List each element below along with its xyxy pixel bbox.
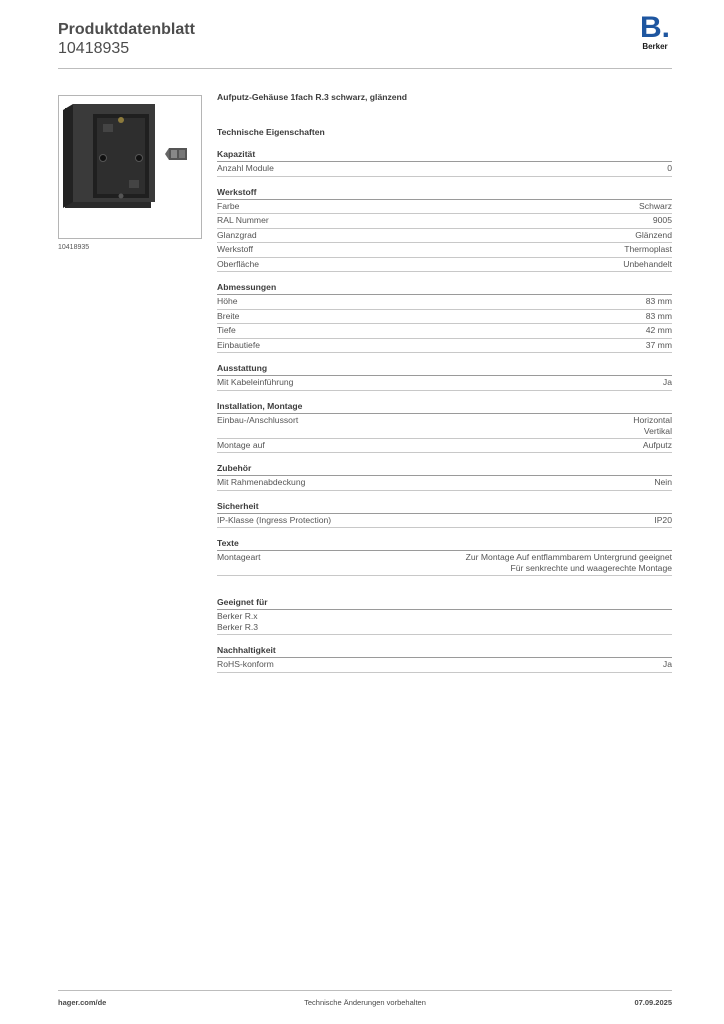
footer-website: hager.com/de: [58, 998, 107, 1007]
property-label: Einbau-/Anschlussort: [217, 414, 299, 425]
property-value: Unbehandelt: [623, 258, 672, 269]
property-row: [217, 476, 672, 491]
property-label: IP-Klasse (Ingress Protection): [217, 514, 332, 525]
footer-notice: Technische Änderungen vorbehalten: [304, 998, 426, 1007]
property-value: Horizontal Vertikal: [633, 414, 672, 436]
property-label: Höhe: [217, 296, 238, 306]
logo-letter: B.: [639, 11, 670, 44]
section-title: Nachhaltigkeit: [217, 644, 672, 658]
property-value: 37 mm: [645, 339, 672, 350]
property-row: [217, 258, 672, 273]
property-row: [217, 551, 672, 576]
section-title: Abmessungen: [217, 281, 672, 295]
property-value: 83 mm: [645, 310, 672, 321]
product-number: 10418935: [58, 40, 130, 57]
property-row: [217, 295, 672, 310]
page-title: Produktdatenblatt: [58, 21, 195, 38]
property-value: 9005: [652, 215, 672, 225]
property-value: Ja: [662, 659, 672, 669]
property-label: Montage auf: [217, 439, 265, 450]
property-label: Mit Rahmenabdeckung: [217, 477, 306, 487]
property-row: [217, 414, 672, 439]
tech-properties-heading: Technische Eigenschaften: [217, 127, 325, 137]
header-divider: [58, 68, 672, 69]
section-nachhaltigkeit: [217, 644, 672, 673]
property-label: Werkstoff: [217, 244, 253, 254]
property-row: [217, 214, 672, 229]
section-geeignet: [217, 596, 672, 635]
property-label: Montageart: [217, 552, 261, 562]
property-label: Tiefe: [217, 325, 236, 335]
section-title: Kapazität: [217, 148, 672, 162]
section-ausstattung: [217, 362, 672, 391]
section-title: Zubehör: [217, 462, 672, 476]
product-details: [217, 92, 672, 682]
section-abmessungen: [217, 281, 672, 353]
property-value: Nein: [654, 477, 672, 487]
footer-date: 07.09.2025: [634, 998, 672, 1007]
property-row: [217, 439, 672, 454]
property-label: RAL Nummer: [217, 215, 269, 225]
product-image: [58, 95, 202, 239]
logo-text: Berker: [642, 42, 668, 51]
property-row: [217, 229, 672, 244]
property-value: IP20: [654, 514, 672, 525]
property-label: Breite: [217, 310, 240, 321]
property-value: Schwarz: [639, 200, 672, 211]
property-value: Aufputz: [642, 439, 672, 450]
property-row: [217, 376, 672, 391]
list-item: Berker R.3: [217, 622, 259, 632]
property-row: [217, 310, 672, 325]
section-title: Ausstattung: [217, 362, 672, 376]
property-row: [217, 162, 672, 177]
property-value: Ja: [662, 377, 672, 387]
property-label: Glanzgrad: [217, 229, 257, 240]
section-title: Texte: [217, 537, 672, 551]
property-row: [217, 324, 672, 339]
section-sicherheit: [217, 500, 672, 529]
section-title: Installation, Montage: [217, 400, 672, 414]
property-value: Thermoplast: [624, 244, 672, 254]
section-installation: [217, 400, 672, 454]
property-label: Mit Kabeleinführung: [217, 377, 294, 387]
section-zubehoer: [217, 462, 672, 491]
property-label: Oberfläche: [217, 258, 260, 269]
section-title: Sicherheit: [217, 500, 672, 514]
list-item: Berker R.x: [217, 611, 258, 621]
section-title: Geeignet für: [217, 596, 672, 610]
product-title: Aufputz-Gehäuse 1fach R.3 schwarz, glänzend: [217, 92, 408, 102]
page-header: [58, 20, 195, 58]
property-label: RoHS-konform: [217, 659, 274, 669]
product-photo-icon: [59, 96, 201, 238]
property-value: 83 mm: [645, 296, 672, 306]
property-label: Einbautiefe: [217, 339, 261, 350]
photo-caption: 10418935: [58, 244, 90, 251]
section-texte: [217, 537, 672, 576]
compatible-list: [217, 610, 672, 635]
property-row: [217, 339, 672, 354]
section-kapazitaet: [217, 148, 672, 177]
property-row: [217, 514, 672, 529]
property-value: 0: [667, 163, 672, 173]
property-value: Glänzend: [635, 229, 672, 240]
property-row: [217, 200, 672, 215]
section-title: Werkstoff: [217, 186, 672, 200]
property-value: Zur Montage Auf entflammbarem Untergrund geeignet Für senkrechte und waagerechte Montage: [465, 552, 672, 573]
property-label: Anzahl Module: [217, 163, 274, 173]
property-row: [217, 658, 672, 673]
property-value: 42 mm: [645, 325, 672, 335]
section-werkstoff: [217, 186, 672, 273]
property-label: Farbe: [217, 200, 240, 211]
property-row: [217, 243, 672, 258]
footer-divider: [58, 990, 672, 991]
berker-logo: [638, 11, 672, 54]
